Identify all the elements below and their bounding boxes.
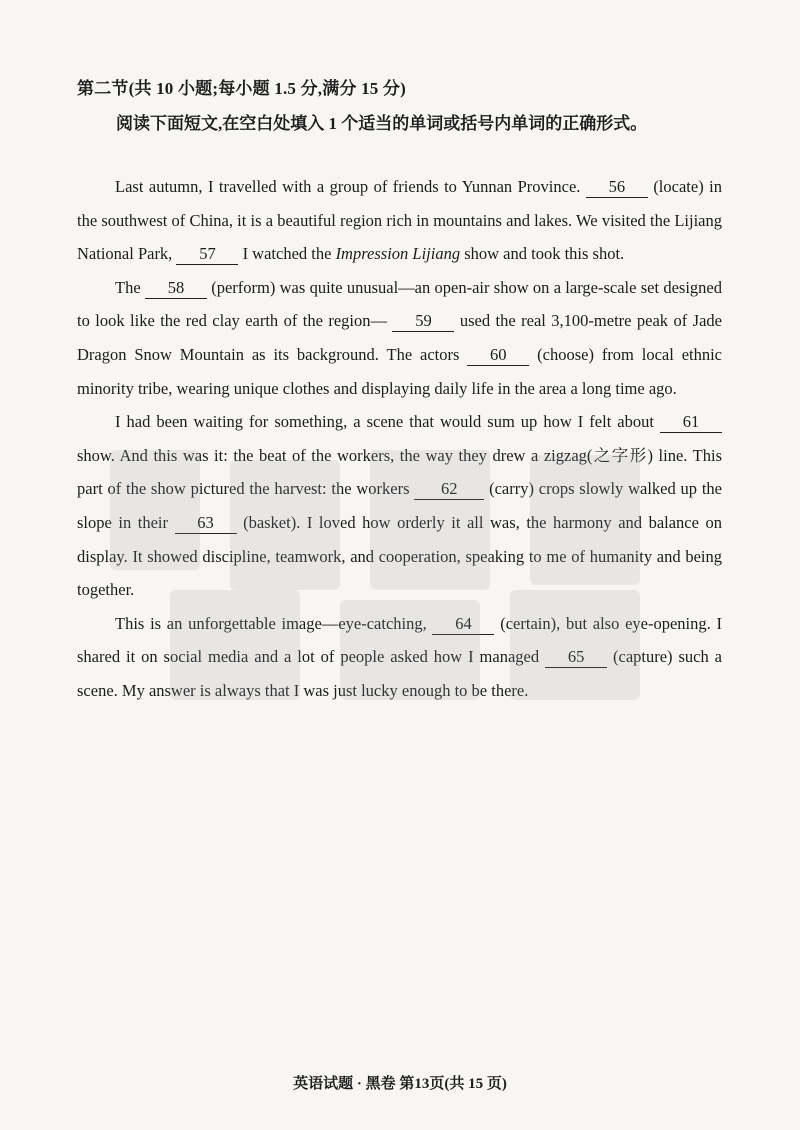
blank-61: 61 [660,412,722,433]
page-footer: 英语试题 · 黑卷 第13页(共 15 页) [293,1076,507,1092]
paragraph-1 [77,170,722,271]
show-title: Impression Lijiang [335,244,461,264]
p4-text-3: (capture) such a scene. My answer is always that I was just lucky enough to be there. [77,647,722,700]
p3-text-2: show. And this was it: the beat of the workers, the way they drew a zigzag(之字形) line. This part of the show pictured the harvest: the workers [77,445,722,499]
paragraph-2 [77,271,722,405]
blank-58: 58 [145,278,207,299]
p1-text-3: I watched the [238,244,336,264]
p4-text-1: This is an unforgettable image—eye-catching, [115,613,433,633]
p2-text-3: used the real 3,100-metre peak of Jade Dragon Snow Mountain as its background. The actors [77,311,722,364]
p3-text-1: I had been waiting for something, a scene that would sum up how I felt about [115,412,660,432]
p1-text-1: Last autumn, I travelled with a group of friends to Yunnan Province. [115,177,586,196]
p1-text-4: show and took this shot. [460,244,625,264]
blank-57: 57 [176,244,238,265]
p4-text-2: (certain), but also eye-opening. I shared it on social media and a lot of people asked how I managed [77,613,722,667]
instruction-text: 阅读下面短文,在空白处填入 1 个适当的单词或括号内单词的正确形式。 [116,114,648,133]
paragraph-3 [77,405,722,607]
paragraph-4 [77,607,722,708]
blank-63: 63 [175,513,237,534]
blank-60: 60 [467,345,529,366]
blank-64: 64 [432,614,494,635]
p2-text-4: (choose) from local ethnic minority tribe, wearing unique clothes and displaying daily life in the area a long time ago. [77,344,723,398]
section-title: 第二节(共 10 小题;每小题 1.5 分,满分 15 分) [77,79,406,98]
p2-text-1: The [115,277,145,297]
p1-text-2: (locate) in the southwest of China, it is a beautiful region rich in mountains and lakes. We visited the Lijiang National Park, [77,177,722,264]
blank-65: 65 [545,647,607,668]
p3-text-4: (basket). I loved how orderly it all was, the harmony and balance on display. It showed discipline, teamwork, and cooperation, speaking to me of humanity and being together. [77,512,722,600]
passage [77,170,722,708]
blank-62: 62 [414,479,484,500]
p3-text-3: (carry) crops slowly walked up the slope in their [77,479,722,532]
p2-text-2: (perform) was quite unusual—an open-air show on a large-scale set designed to look like the red clay earth of the region— [77,277,722,331]
blank-59: 59 [392,311,454,332]
blank-56: 56 [586,177,648,198]
